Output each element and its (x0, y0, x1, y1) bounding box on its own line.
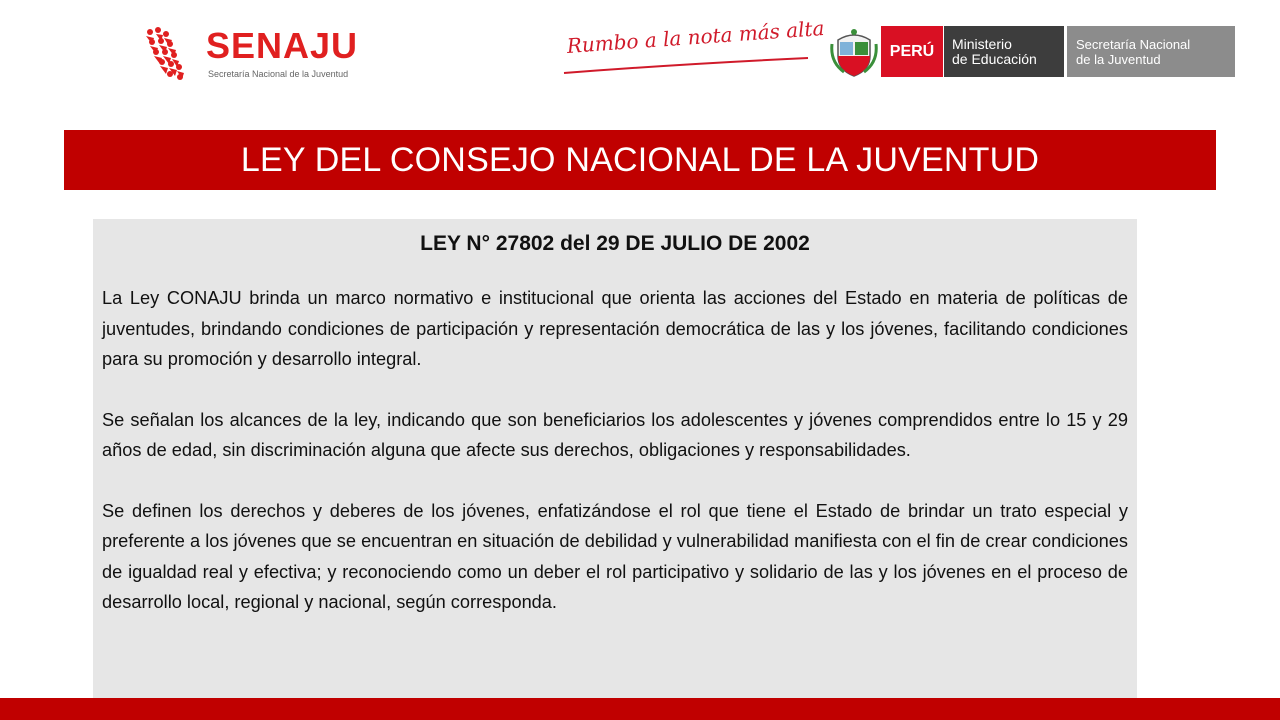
slogan-text: Rumbo a la nota más alta (566, 15, 826, 58)
peru-coat-of-arms-icon (830, 26, 878, 78)
ministry-of-education-box (944, 26, 1064, 77)
slogan (560, 15, 826, 80)
title-banner (64, 130, 1216, 190)
senaju-wordmark: SENAJU (206, 25, 359, 66)
slogan-underline-icon (560, 56, 810, 76)
paragraph-1: La Ley CONAJU brinda un marco normativo e institucional que orienta las acciones del Estado en materia de políticas de juventudes, brindando condiciones de participación y representación democrática de las y los jóvenes, facilitando condiciones para su promoción y desarrollo integral. (102, 288, 1128, 369)
senaju-subtitle: Secretaría Nacional de la Juventud (208, 69, 349, 79)
paragraph-3: Se definen los derechos y deberes de los jóvenes, enfatizándose el rol que tiene el Estado de brindar un trato especial y preferente a los jóvenes que se encuentran en situación de debilidad y vulnerabilidad manifiesta con el fin de crear condiciones de igualdad real y efectiva; y reconociendo como un deber el rol participativo y solidario de las y los jóvenes en el proceso de desarrollo local, regional y nacional, según corresponda. (102, 500, 1128, 612)
peru-label: PERÚ (889, 42, 935, 60)
people-crowd-icon (140, 22, 202, 84)
secretaria-line-1: Secretaría Nacional (1076, 36, 1191, 52)
law-heading: LEY N° 27802 del 29 DE JULIO DE 2002 (420, 232, 810, 255)
page-title: LEY DEL CONSEJO NACIONAL DE LA JUVENTUD (240, 140, 1040, 179)
ministry-line-2: de Educación (952, 50, 1037, 67)
senaju-logo (140, 22, 380, 84)
ministry-line-1: Ministerio (952, 35, 1012, 52)
peru-label-box (881, 26, 943, 77)
secretaria-box (1067, 26, 1235, 77)
content-box (93, 219, 1137, 699)
secretaria-line-2: de la Juventud (1076, 51, 1161, 67)
footer-bar (0, 698, 1280, 720)
paragraph-2: Se señalan los alcances de la ley, indicando que son beneficiarios los adolescentes y jóvenes comprendidos entre lo 15 y 29 años de edad, sin discriminación alguna que afecte sus derechos, obligaciones y responsabilidades. (102, 409, 1128, 460)
